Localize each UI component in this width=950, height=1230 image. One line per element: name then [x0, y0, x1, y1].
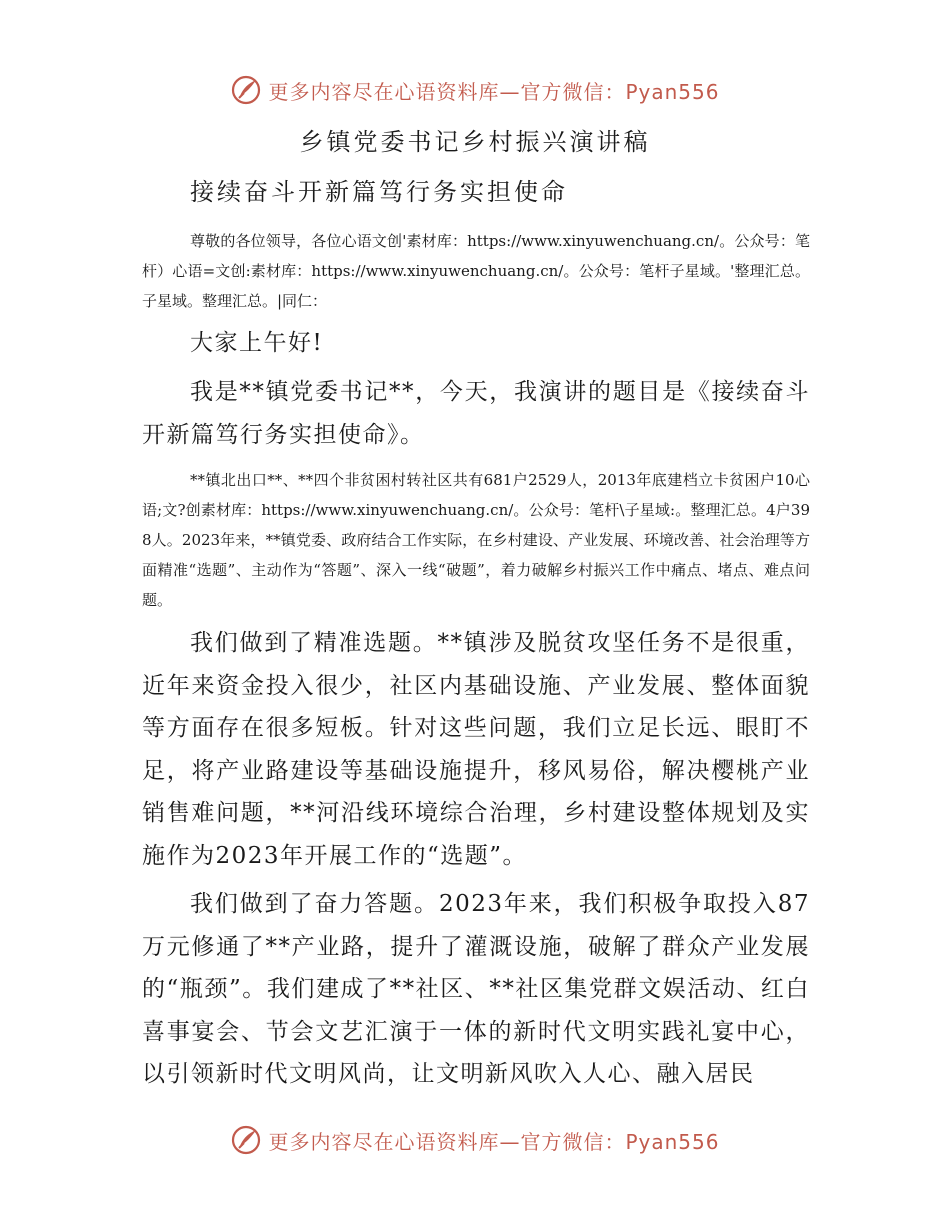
paragraph-greeting: 大家上午好! [190, 330, 324, 356]
paragraph-background: **镇北出口**、**四个非贫困村转社区共有681户2529人，2013年底建档立卡贫困户10心语;文?创素材库：https://www.xinyuwenchuang.cn/。公众号：笔杆\子星域:。整理汇总。4户398人。2023年来，**镇党委、政府结合工作实际，在乡村建设、产业发展、环境改善、社会治理等方面精准“选题”、主动作为“答题”、深入一线“破题”，着力破解乡村振兴工作中痛点、堵点、难点问题。 [142, 471, 810, 609]
watermark-banner-top [0, 70, 950, 110]
paragraph-answer-topic: 我们做到了奋力答题。2023年来，我们积极争取投入87万元修通了**产业路，提升了灌溉设施，破解了群众产业发展的“瓶颈”。我们建成了**社区、**社区集党群文娱活动、红白喜事宴会、节会文艺汇演于一体的新时代文明实践礼宴中心，以引领新时代文明风尚，让文明新风吹入人心、融入居民 [142, 891, 810, 1087]
paragraph-introduction: 我是**镇党委书记**，今天，我演讲的题目是《接续奋斗开新篇笃行务实担使命》。 [142, 379, 810, 448]
watermark-text: 更多内容尽在心语资料库—官方微信：Pyan556 [268, 79, 720, 104]
quill-logo-icon [230, 1124, 262, 1156]
paragraph-salutation: 尊敬的各位领导，各位心语文创'素材库：https://www.xinyuwenchuang.cn/。公众号：笔杆）心语=文创:素材库：https://www.xinyuwenchuang.cn/。公众号：笔杆子星域。'整理汇总。子星域。整理汇总。|同仁： [142, 232, 810, 310]
paragraph-precise-topic: 我们做到了精准选题。**镇涉及脱贫攻坚任务不是很重，近年来资金投入很少，社区内基础设施、产业发展、整体面貌等方面存在很多短板。针对这些问题，我们立足长远、眼盯不足，将产业路建设等基础设施提升，移风易俗，解决樱桃产业销售难问题，**河沿线环境综合治理，乡村建设整体规划及实施作为2023年开展工作的“选题”。 [142, 630, 810, 869]
watermark-banner-bottom [0, 1120, 950, 1160]
watermark-text: 更多内容尽在心语资料库—官方微信：Pyan556 [268, 1129, 720, 1154]
quill-logo-icon [230, 74, 262, 106]
document-title: 乡镇党委书记乡村振兴演讲稿 [299, 128, 651, 156]
document-subtitle: 接续奋斗开新篇笃行务实担使命 [190, 178, 568, 206]
